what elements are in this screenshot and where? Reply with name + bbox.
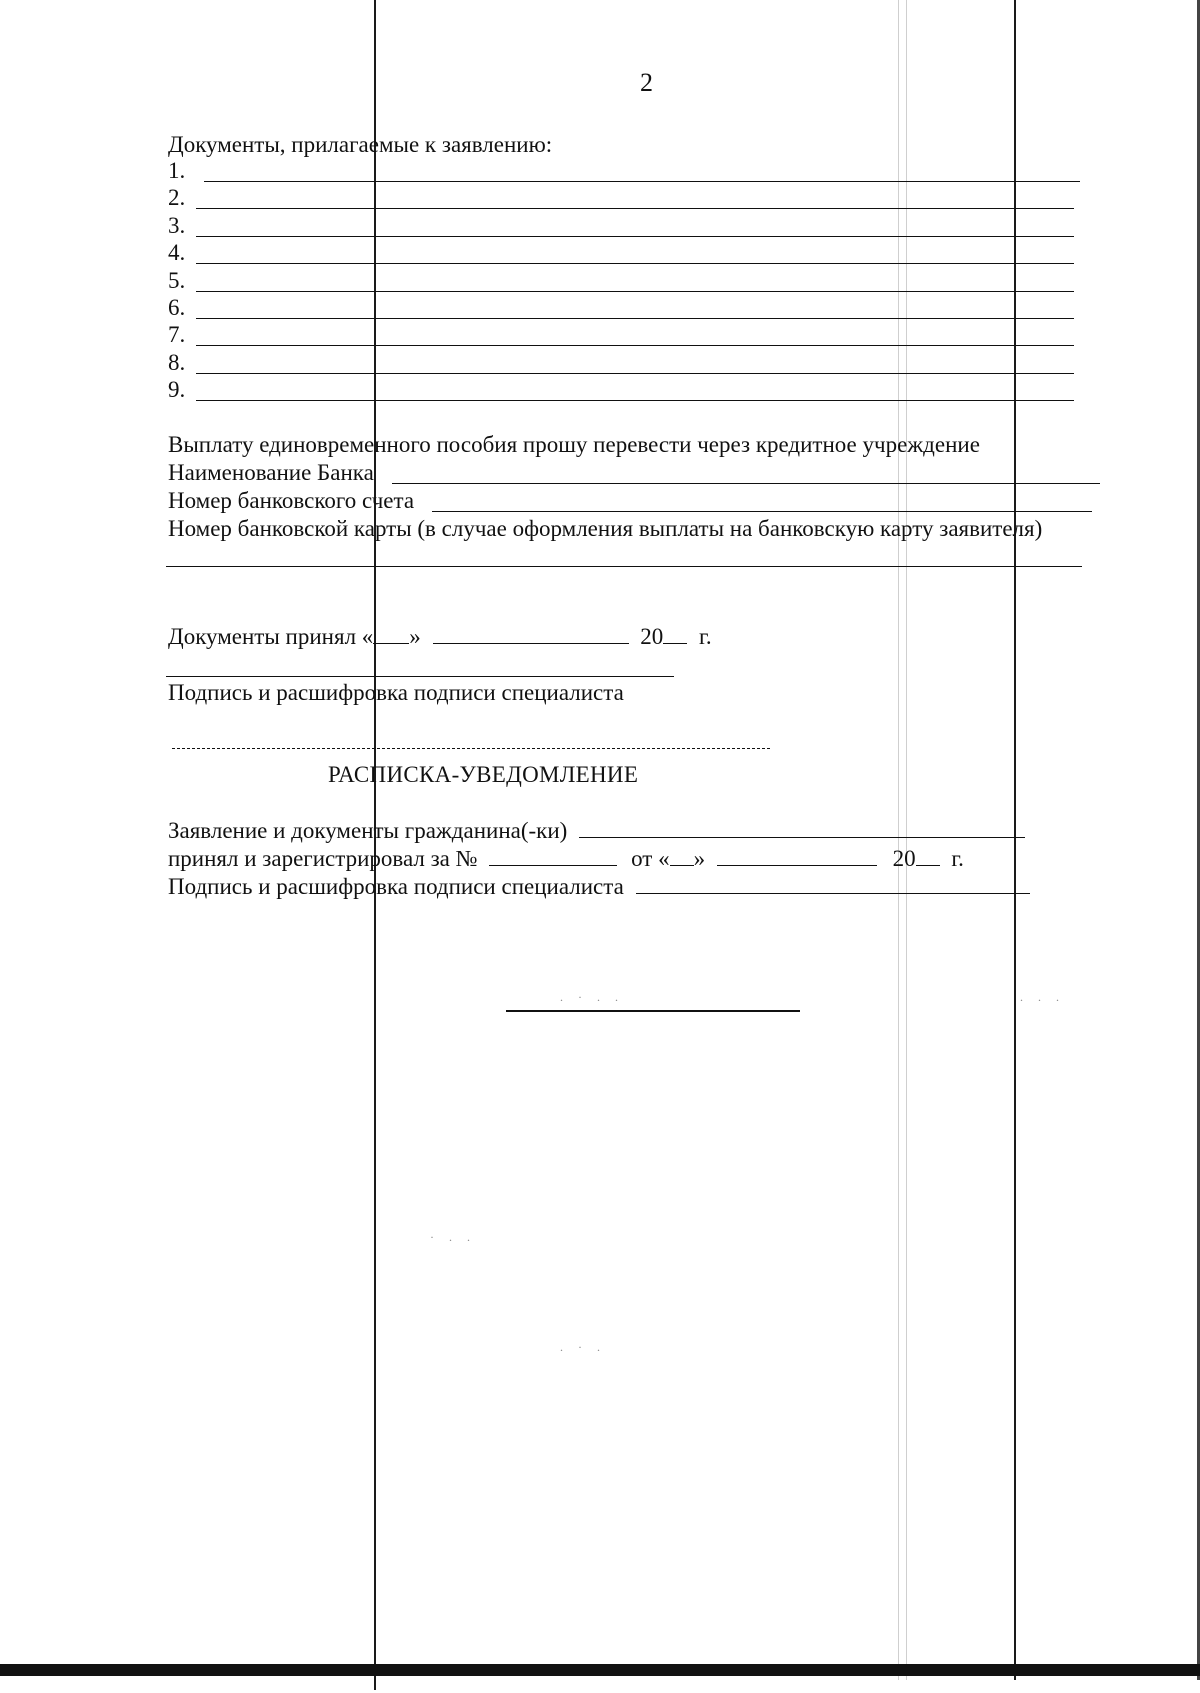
attachment-item-field[interactable]: [196, 318, 1074, 319]
attachment-item-field[interactable]: [196, 345, 1074, 346]
registration-month-field[interactable]: [717, 847, 877, 866]
bank-card-label: Номер банковской карты (в случае оформления выплаты на банковскую карту заявителя): [168, 516, 1043, 541]
accepted-year-field[interactable]: [663, 625, 687, 644]
scan-line-left: [374, 0, 376, 1690]
accepted-year-suffix: г.: [699, 624, 712, 649]
receipt-signature-field[interactable]: [636, 875, 1030, 894]
attachments-title: Документы, прилагаемые к заявлению:: [168, 132, 553, 157]
registration-label: принял и зарегистрировал за №: [168, 846, 478, 871]
bank-card-field[interactable]: [166, 566, 1082, 567]
bank-name-label: Наименование Банка: [168, 460, 374, 485]
attachment-item-number: 1.: [168, 158, 186, 183]
payment-request-text: Выплату единовременного пособия прошу перевести через кредитное учреждение: [168, 432, 980, 457]
scan-bottom-bar: [0, 1664, 1200, 1676]
attachment-item-field[interactable]: [196, 208, 1074, 209]
bank-account-label: Номер банковского счета: [168, 488, 415, 513]
attachment-item-number: 7.: [168, 322, 186, 348]
registration-day-field[interactable]: [670, 847, 694, 866]
attachment-item-number: 3.: [168, 212, 186, 238]
attachment-item-field[interactable]: [196, 373, 1074, 374]
bank-name-field[interactable]: [392, 483, 1100, 484]
receipt-line-applicant: [168, 818, 1025, 844]
bank-account-field[interactable]: [432, 511, 1092, 512]
receipt-signature-label: Подпись и расшифровка подписи специалиста: [168, 874, 624, 899]
attachment-item-field[interactable]: [196, 236, 1074, 237]
registration-number-field[interactable]: [489, 847, 617, 866]
scan-noise: . · .: [560, 1340, 606, 1354]
scan-noise: · . .: [430, 1230, 476, 1244]
registration-year-suffix: г.: [951, 846, 964, 871]
accepted-year-prefix: 20: [640, 624, 664, 649]
page-number: 2: [640, 68, 653, 97]
registration-from: от «: [631, 846, 670, 871]
scan-noise: . . .: [1020, 990, 1065, 1004]
accepted-prefix: Документы принял «: [168, 624, 374, 649]
attachment-item-field[interactable]: [196, 263, 1074, 264]
attachment-item-number: 9.: [168, 377, 186, 403]
attachment-item-field[interactable]: [204, 181, 1080, 182]
registration-year-field[interactable]: [916, 847, 940, 866]
accepted-month-field[interactable]: [433, 625, 629, 644]
accepted-day-field[interactable]: [373, 625, 409, 644]
applicant-label: Заявление и документы гражданина(-ки): [168, 818, 568, 843]
attachment-item-number: 6.: [168, 295, 186, 320]
closing-rule: [506, 1010, 800, 1012]
receipt-line-registration: [168, 846, 964, 872]
receipt-line-signature: [168, 874, 1030, 900]
cut-line: [172, 748, 770, 749]
scan-noise: . · . .: [560, 990, 624, 1004]
specialist-signature-field[interactable]: [166, 676, 674, 677]
attachment-item-field[interactable]: [196, 400, 1074, 401]
registration-year-prefix: 20: [892, 846, 916, 871]
attachment-item-number: 2.: [168, 185, 186, 211]
attachment-item-number: 5.: [168, 267, 186, 293]
attachment-item-number: 4.: [168, 240, 186, 266]
attachment-item-number: 8.: [168, 349, 186, 375]
attachment-item-field[interactable]: [196, 291, 1074, 292]
accepted-mid: »: [409, 624, 421, 649]
documents-accepted-line: [168, 624, 712, 650]
registration-close: »: [693, 846, 706, 871]
specialist-signature-caption: Подпись и расшифровка подписи специалиста: [168, 680, 624, 705]
applicant-name-field[interactable]: [579, 819, 1025, 838]
receipt-heading: РАСПИСКА-УВЕДОМЛЕНИЕ: [328, 762, 639, 787]
